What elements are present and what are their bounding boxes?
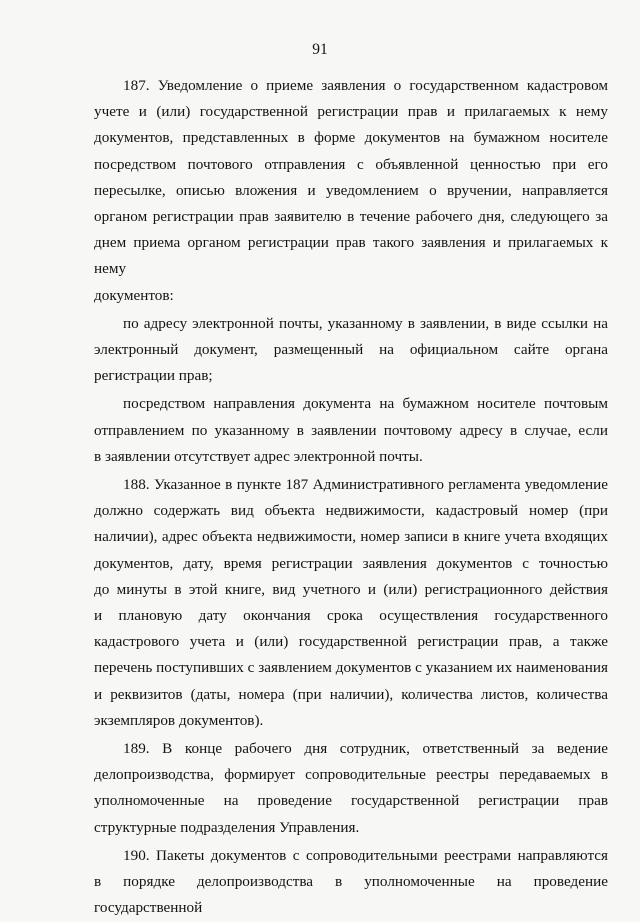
text-line: в порядке делопроизводства в уполномоченные на проведение государственной bbox=[94, 873, 608, 917]
paragraph bbox=[94, 736, 608, 841]
text-line: 190. Пакеты документов с сопроводительными реестрами направляются bbox=[123, 846, 608, 864]
text-line: регистрации прав; bbox=[94, 367, 213, 385]
text-line: пересылке, описью вложения и уведомлением о вручении, направляется bbox=[94, 181, 608, 199]
text-line: органом регистрации прав заявителю в течение рабочего дня, следующего за bbox=[94, 208, 608, 226]
text-line: документов, представленных в форме документов на бумажном носителе bbox=[94, 129, 608, 147]
text-line: электронный документ, размещенный на официальном сайте органа bbox=[94, 341, 608, 359]
paragraph bbox=[94, 73, 608, 309]
text-line: уполномоченные на проведение государственной регистрации прав bbox=[94, 792, 608, 810]
paragraph bbox=[94, 311, 608, 390]
text-line: и реквизитов (даты, номера (при наличии), количества листов, количества bbox=[94, 685, 608, 703]
document-body bbox=[94, 73, 608, 922]
paragraph bbox=[94, 472, 608, 734]
text-line: наличии), адрес объекта недвижимости, номер записи в книге учета входящих bbox=[94, 528, 608, 546]
text-line: посредством направления документа на бумажном носителе почтовым bbox=[123, 395, 608, 413]
text-line: кадастрового учета и (или) государственной регистрации прав, а также bbox=[94, 633, 608, 651]
paragraph bbox=[94, 391, 608, 470]
page-number: 91 bbox=[312, 41, 328, 58]
text-line: отправлением по указанному в заявлении почтовому адресу в случае, если bbox=[94, 421, 608, 439]
text-line: в заявлении отсутствует адрес электронной почты. bbox=[94, 447, 423, 465]
text-line: перечень поступивших с заявлением документов с указанием их наименования bbox=[94, 659, 608, 677]
text-line: по адресу электронной почты, указанному в заявлении, в виде ссылки на bbox=[123, 314, 608, 332]
text-line: 188. Указанное в пункте 187 Административного регламента уведомление bbox=[123, 476, 608, 494]
text-line: 187. Уведомление о приеме заявления о государственном кадастровом bbox=[123, 77, 608, 94]
text-line: и плановую дату окончания срока осуществления государственного bbox=[94, 607, 608, 625]
paragraph bbox=[94, 843, 608, 922]
text-line: делопроизводства, формирует сопроводительные реестры передаваемых в bbox=[94, 766, 608, 784]
text-line: учете и (или) государственной регистрации прав и прилагаемых к нему bbox=[94, 103, 608, 121]
text-line: посредством почтового отправления с объявленной ценностью при его bbox=[94, 155, 608, 173]
text-line: до минуты в этой книге, вид учетного и (или) регистрационного действия bbox=[94, 580, 608, 598]
text-line: должно содержать вид объекта недвижимости, кадастровый номер (при bbox=[94, 502, 608, 520]
text-line: документов, дату, время регистрации заявления документов с точностью bbox=[94, 554, 608, 572]
text-line: днем приема органом регистрации прав такого заявления и прилагаемых к нему bbox=[94, 234, 608, 278]
text-line: 189. В конце рабочего дня сотрудник, ответственный за ведение bbox=[123, 740, 608, 758]
text-line: документов: bbox=[94, 286, 174, 304]
text-line: экземпляров документов). bbox=[94, 711, 264, 729]
text-line: структурные подразделения Управления. bbox=[94, 818, 360, 836]
